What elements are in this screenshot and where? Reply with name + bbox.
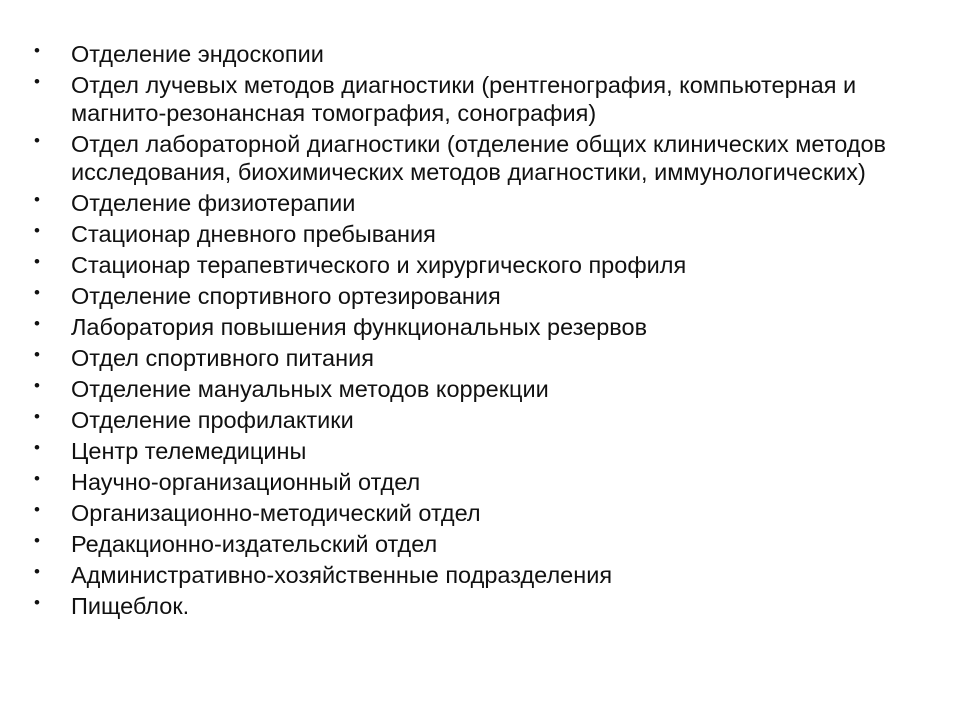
bullet-icon: • [34,407,40,426]
bullet-icon: • [34,131,40,150]
list-item-text: Стационар терапевтического и хирургического профиля [71,252,687,278]
bullet-icon: • [34,469,40,488]
bullet-icon: • [34,438,40,457]
list-item-text: Отделение спортивного ортезирования [71,283,501,309]
list-item-text: Отделение физиотерапии [71,190,356,216]
list-item-text: Отдел лучевых методов диагностики (рентгенография, компьютерная и магнито-резонансная томография, сонография) [71,72,857,126]
bullet-icon: • [34,562,40,581]
list-item [34,40,914,68]
list-item-text: Организационно-методический отдел [71,500,481,526]
list-item-text: Научно-организационный отдел [71,469,421,495]
list-item [34,468,914,496]
list-item [34,406,914,434]
list-item-text: Отдел спортивного питания [71,345,374,371]
bullet-icon: • [34,376,40,395]
bullet-icon: • [34,500,40,519]
list-item [34,561,914,589]
list-item-text: Центр телемедицины [71,438,307,464]
list-item-text: Пищеблок. [71,593,190,619]
bullet-icon: • [34,593,40,612]
list-item-text: Административно-хозяйственные подразделения [71,562,613,588]
list-item-text: Отдел лабораторной диагностики (отделение общих клинических методов исследования, биохимических методов диагностики, иммунологических) [71,131,887,185]
list-item [34,592,914,620]
bullet-icon: • [34,41,40,60]
list-item-text: Отделение профилактики [71,407,354,433]
list-item [34,220,914,248]
list-item-text: Стационар дневного пребывания [71,221,436,247]
list-item [34,189,914,217]
list-item [34,344,914,372]
bullet-icon: • [34,252,40,271]
bullet-icon: • [34,283,40,302]
list-item [34,71,914,127]
list-item [34,530,914,558]
list-item [34,130,914,186]
bullet-icon: • [34,345,40,364]
bullet-icon: • [34,221,40,240]
list-item-text: Лаборатория повышения функциональных резервов [71,314,648,340]
bullet-icon: • [34,190,40,209]
bullet-icon: • [34,314,40,333]
list-item [34,375,914,403]
bullet-icon: • [34,531,40,550]
list-item [34,437,914,465]
list-item [34,313,914,341]
list-item-text: Редакционно-издательский отдел [71,531,438,557]
list-item [34,282,914,310]
list-item [34,499,914,527]
bullet-icon: • [34,72,40,91]
list-item-text: Отделение мануальных методов коррекции [71,376,549,402]
department-list [34,40,914,623]
list-item-text: Отделение эндоскопии [71,41,324,67]
list-item [34,251,914,279]
